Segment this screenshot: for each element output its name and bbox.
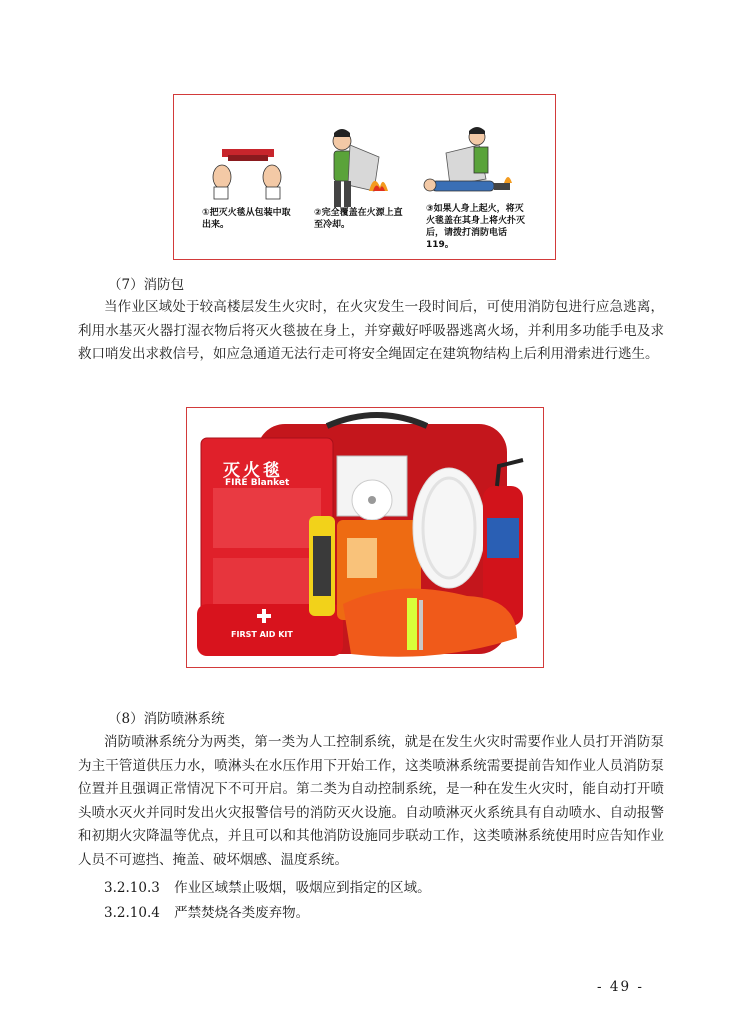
step-3-caption: ③如果人身上起火，将灭火毯盖在其身上将火扑灭后，请拨打消防电话119。 [426,204,526,250]
step-1-caption: ①把灭火毯从包装中取出来。 [202,208,291,230]
item-text: 严禁焚烧各类废弃物。 [174,905,310,921]
page-number: - 49 - [597,979,644,995]
step-2-caption: ②完全覆盖在火源上直至冷却。 [314,208,403,230]
fire-blanket-subtitle: FIRE Blanket [225,478,290,488]
cover-person-illustration [424,127,512,191]
section-8-heading: （8）消防喷淋系统 [108,711,225,727]
section-8-body [78,731,664,873]
fire-kit-illustration [187,408,542,666]
item-3-2-10-4 [104,902,309,924]
fire-kit-photo [186,407,544,668]
fire-blanket-title: 灭火毯 [223,461,283,481]
section-7-paragraph: 当作业区域处于较高楼层发生火灾时，在火灾发生一段时间后，可使用消防包进行应急逃离，利用水基灭火器打湿衣物后将灭火毯披在身上，并穿戴好呼吸器逃离火场，并利用多功能手电及求救口哨发出求救信号，如应急通道无法行走可将安全绳固定在建筑物结构上后利用滑索进行逃生。 [78,299,664,363]
item-3-2-10-3 [104,877,431,899]
item-text: 作业区域禁止吸烟，吸烟应到指定的区域。 [174,880,431,896]
cover-fire-illustration [333,129,388,207]
pull-blanket-illustration [213,149,281,199]
section-7-heading: （7）消防包 [108,277,185,293]
section-7-body [78,296,664,367]
fire-blanket-steps-figure [173,94,556,260]
section-8-paragraph: 消防喷淋系统分为两类，第一类为人工控制系统，就是在发生火灾时需要作业人员打开消防泵为主干管道供压力水，喷淋头在水压作用下开始工作，这类喷淋系统需要提前告知作业人员消防泵位置并且强调正常情况下不可开启。第二类为自动控制系统，是一种在发生火灾时，能自动打开喷头喷水灭火并同时发出火灾报警信号的消防灭火设施。自动喷淋灭火系统具有自动喷水、自动报警和初期火灾降温等优点，并且可以和其他消防设施同步联动工作，这类喷淋系统使用时应告知作业人员不可遮挡、掩盖、破坏烟感、温度系统。 [78,734,664,868]
first-aid-kit-label: FIRST AID KIT [231,630,293,639]
item-number: 3.2.10.4 [104,905,160,921]
item-number: 3.2.10.3 [104,880,160,896]
